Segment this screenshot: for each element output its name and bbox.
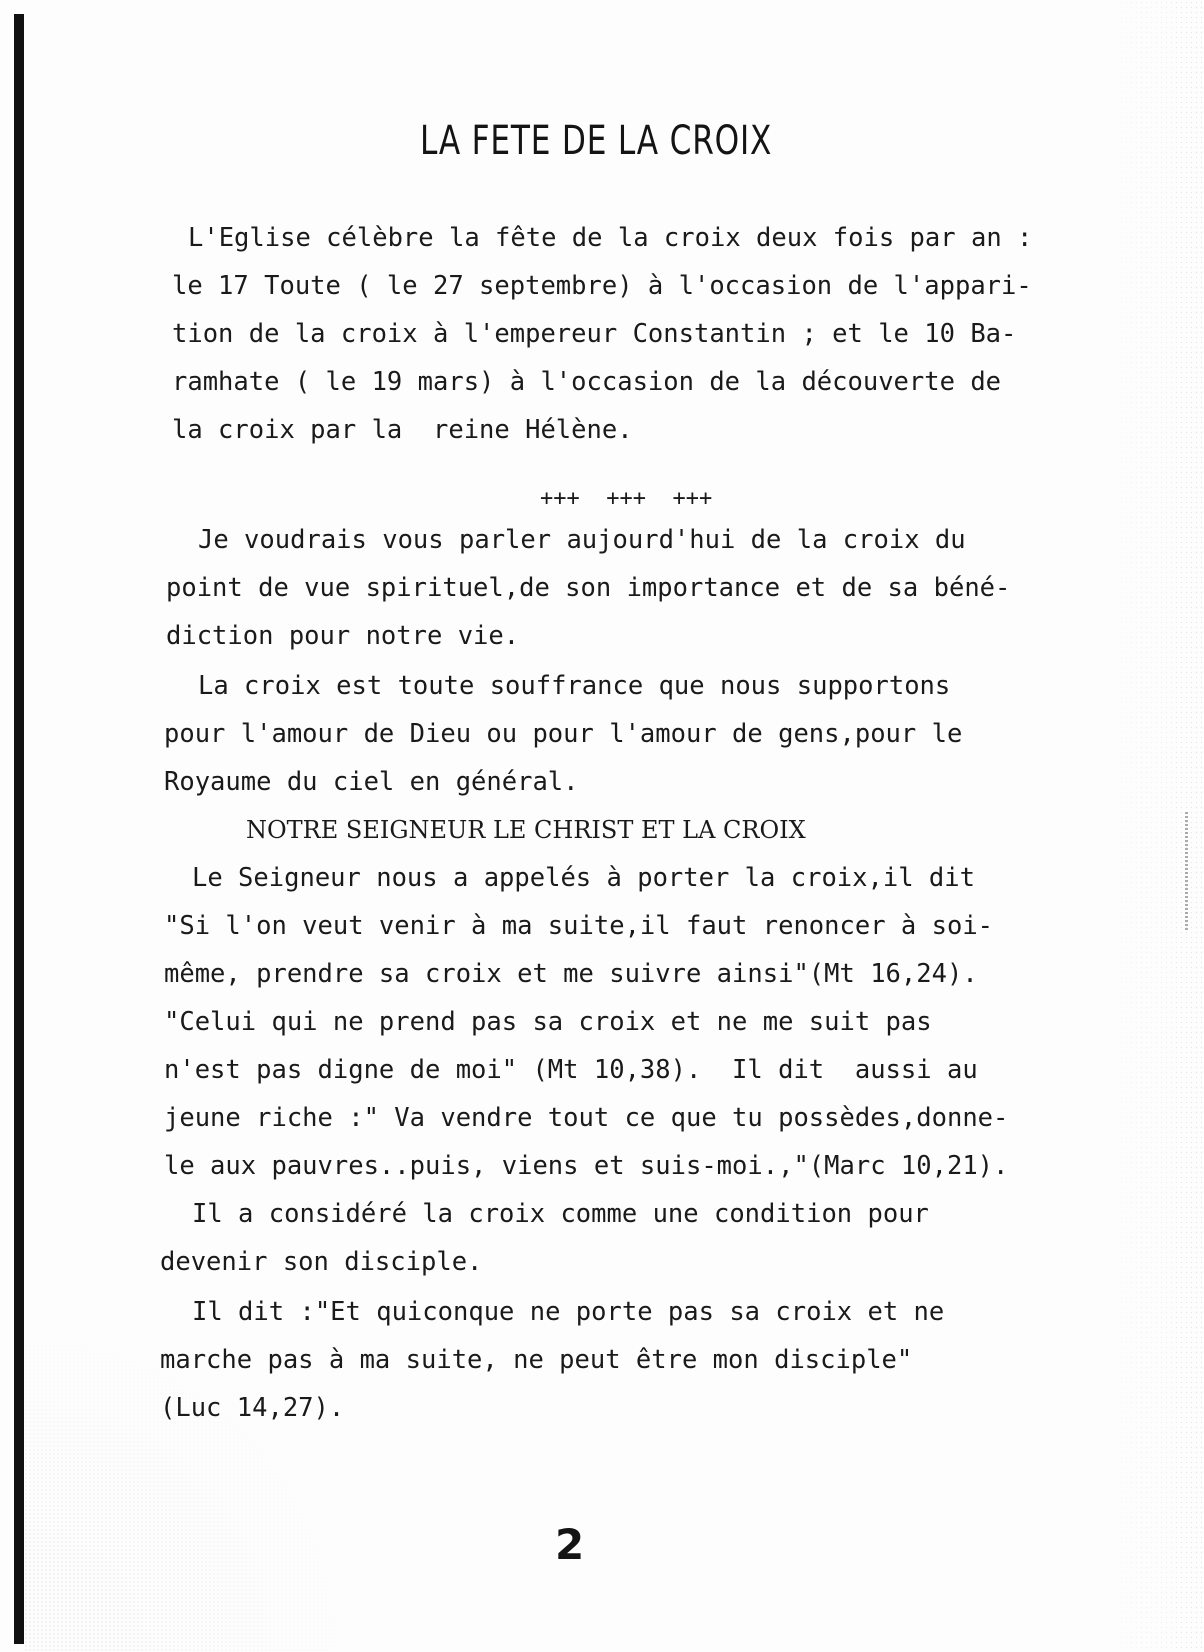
section-separator: +++ +++ +++ [540,486,713,511]
text-line: la croix par la reine Hélène. [172,415,633,445]
text-line: tion de la croix à l'empereur Constantin ; et le 10 Ba- [172,319,1017,349]
text-line: L'Eglise célèbre la fête de la croix deux fois par an : [188,223,1033,253]
text-line: "Celui qui ne prend pas sa croix et ne me suit pas [164,1007,932,1037]
text-line: Il dit :"Et quiconque ne porte pas sa croix et ne [192,1297,945,1327]
text-line: Royaume du ciel en général. [164,767,579,797]
scan-edge-mark [1185,812,1188,932]
text-line: "Si l'on veut venir à ma suite,il faut renoncer à soi- [164,911,994,941]
text-line: le aux pauvres..puis, viens et suis-moi.,"(Marc 10,21). [164,1151,1009,1181]
text-line: jeune riche :" Va vendre tout ce que tu possèdes,donne- [164,1103,1009,1133]
text-line: La croix est toute souffrance que nous supportons [198,671,951,701]
page-number: 2 [555,1520,585,1569]
section-subheading: NOTRE SEIGNEUR LE CHRIST ET LA CROIX [246,816,806,844]
text-line: diction pour notre vie. [166,621,520,651]
text-line: Le Seigneur nous a appelés à porter la croix,il dit [192,863,975,893]
text-line: même, prendre sa croix et me suivre ainsi"(Mt 16,24). [164,959,978,989]
text-line: Il a considéré la croix comme une condition pour [192,1199,929,1229]
text-line: point de vue spirituel,de son importance et de sa béné- [166,573,1011,603]
text-line: ramhate ( le 19 mars) à l'occasion de la découverte de [172,367,1002,397]
text-line: pour l'amour de Dieu ou pour l'amour de gens,pour le [164,719,963,749]
text-line: devenir son disciple. [160,1247,483,1277]
text-line: marche pas à ma suite, ne peut être mon disciple" [160,1345,913,1375]
text-line: le 17 Toute ( le 27 septembre) à l'occasion de l'appari- [172,271,1032,301]
text-line: Je voudrais vous parler aujourd'hui de la croix du [198,525,966,555]
binding-edge-bar [14,14,24,1644]
text-line: (Luc 14,27). [160,1393,345,1423]
text-line: n'est pas digne de moi" (Mt 10,38). Il dit aussi au [164,1055,978,1085]
page-title: LA FETE DE LA CROIX [419,118,773,164]
